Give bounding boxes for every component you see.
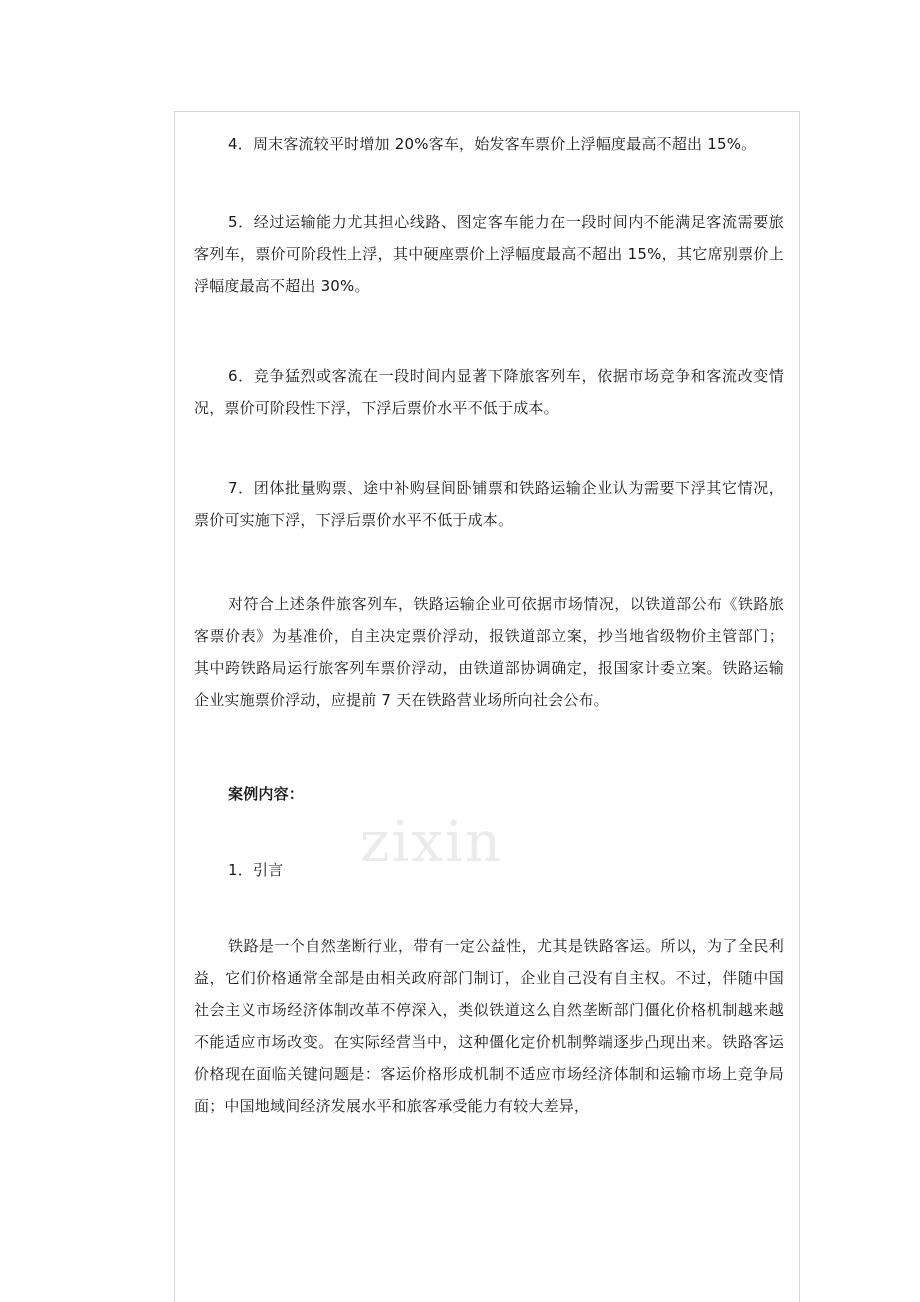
- paragraph-item-5: 5．经过运输能力尤其担心线路、图定客车能力在一段时间内不能满足客流需要旅客列车，票价可阶段性上浮，其中硬座票价上浮幅度最高不超出 15%，其它席别票价上浮幅度最高不超出 30%。: [194, 213, 784, 295]
- paragraph-item-6: 6．竞争猛烈或客流在一段时间内显著下降旅客列车，依据市场竞争和客流改变情况，票价可阶段性下浮，下浮后票价水平不低于成本。: [194, 367, 784, 417]
- paragraph-item-4: 4．周末客流较平时增加 20%客车，始发客车票价上浮幅度最高不超出 15%。: [228, 135, 757, 153]
- paragraph-item-7: 7．团体批量购票、途中补购昼间卧铺票和铁路运输企业认为需要下浮其它情况，票价可实施下浮，下浮后票价水平不低于成本。: [194, 479, 784, 529]
- watermark: zixin: [360, 810, 503, 875]
- paragraph-summary: 对符合上述条件旅客列车，铁路运输企业可依据市场情况，以铁道部公布《铁路旅客票价表》为基准价，自主决定票价浮动，报铁道部立案，抄当地省级物价主管部门；其中跨铁路局运行旅客列车票价浮动，由铁道部协调确定，报国家计委立案。铁路运输企业实施票价浮动，应提前 7 天在铁路营业场所向社会公布。: [194, 595, 784, 709]
- subsection-heading-intro: 1．引言: [228, 861, 284, 879]
- section-heading-case: 案例内容：: [228, 785, 305, 803]
- paragraph-intro-body: 铁路是一个自然垄断行业，带有一定公益性，尤其是铁路客运。所以，为了全民利益，它们价格通常全部是由相关政府部门制订，企业自己没有自主权。不过，伴随中国社会主义市场经济体制改革不停深入，类似铁道这么自然垄断部门僵化价格机制越来越不能适应市场改变。在实际经营当中，这种僵化定价机制弊端逐步凸现出来。铁路客运价格现在面临关键问题是：客运价格形成机制不适应市场经济体制和运输市场上竞争局面；中国地域间经济发展水平和旅客承受能力有较大差异，: [194, 937, 784, 1115]
